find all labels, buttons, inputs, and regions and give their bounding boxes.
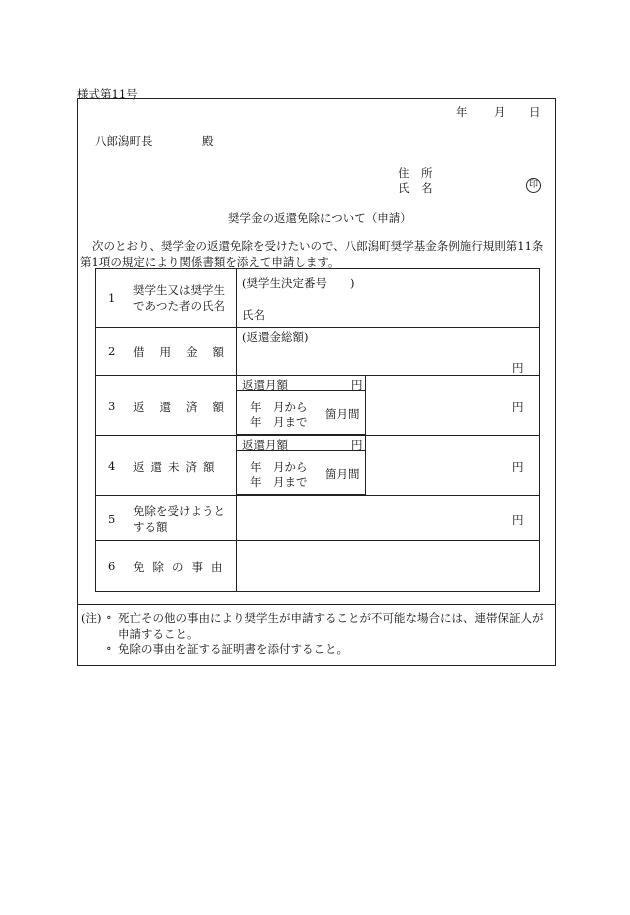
note-item: 免除の事由を証する証明書を添付すること。 <box>118 642 348 656</box>
row-label: 返還未済額 <box>133 460 221 474</box>
notes-separator <box>77 604 556 605</box>
row-number: 3 <box>108 399 116 413</box>
row-divider <box>96 495 539 496</box>
repayment-total-label: (返還金総額) <box>242 330 309 344</box>
document-title: 奨学金の返還免除について（申請） <box>228 211 412 225</box>
yen-unit: 円 <box>512 460 524 474</box>
row-label: 借用金額 <box>133 345 239 359</box>
addressee-name: 八郎潟町長 <box>95 134 153 148</box>
row-label: 奨学生又は奨学生であつた者の氏名 <box>133 283 225 313</box>
row-label: 免除の事由 <box>133 560 231 574</box>
date-year: 年 <box>456 105 468 119</box>
period-to: 年 月まで <box>250 475 308 489</box>
row-label: 免除を受けようとする額 <box>133 504 225 534</box>
form-number: 様式第11号 <box>77 87 138 101</box>
row-number: 4 <box>108 459 116 473</box>
address-label: 住 所 <box>398 166 433 180</box>
months-label: 箇月間 <box>325 467 360 481</box>
scholarship-number-label: (奨学生決定番号 ) <box>242 276 355 290</box>
applicant-name-label: 氏名 <box>242 308 265 322</box>
row-divider <box>96 327 539 328</box>
monthly-label: 返還月額 <box>242 438 288 452</box>
date-day: 日 <box>529 105 541 119</box>
yen-unit: 円 <box>512 400 524 414</box>
row-number: 2 <box>108 344 116 358</box>
monthly-label: 返還月額 <box>242 378 288 392</box>
notes-prefix: (注) <box>81 611 102 625</box>
date-month: 月 <box>494 105 506 119</box>
yen-unit: 円 <box>512 361 524 375</box>
yen-unit: 円 <box>512 513 524 527</box>
months-label: 箇月間 <box>325 407 360 421</box>
monthly-unit: 円 <box>351 378 363 392</box>
note-bullet: ∘ <box>106 610 112 624</box>
seal-mark: 印 <box>526 178 541 193</box>
row-number: 5 <box>108 512 116 526</box>
note-bullet: ∘ <box>106 641 112 655</box>
period-to: 年 月まで <box>250 415 308 429</box>
name-label: 氏 名 <box>398 181 433 195</box>
row-label: 返還済額 <box>133 400 239 414</box>
period-from: 年 月から <box>250 400 308 414</box>
period-from: 年 月から <box>250 460 308 474</box>
monthly-unit: 円 <box>351 438 363 452</box>
note-item: 死亡その他の事由により奨学生が申請することが不可能な場合には、連帯保証人が申請すること。 <box>118 611 544 641</box>
row-divider <box>96 540 539 541</box>
row-number: 1 <box>108 291 116 305</box>
addressee-honorific: 殿 <box>202 134 214 148</box>
intro-text: 次のとおり、奨学金の返還免除を受けたいので、八郎潟町奨学基金条例施行規則第11条第1項の規定により関係書類を添えて申請します。 <box>80 239 544 269</box>
row-number: 6 <box>108 559 116 573</box>
application-table <box>95 268 540 592</box>
